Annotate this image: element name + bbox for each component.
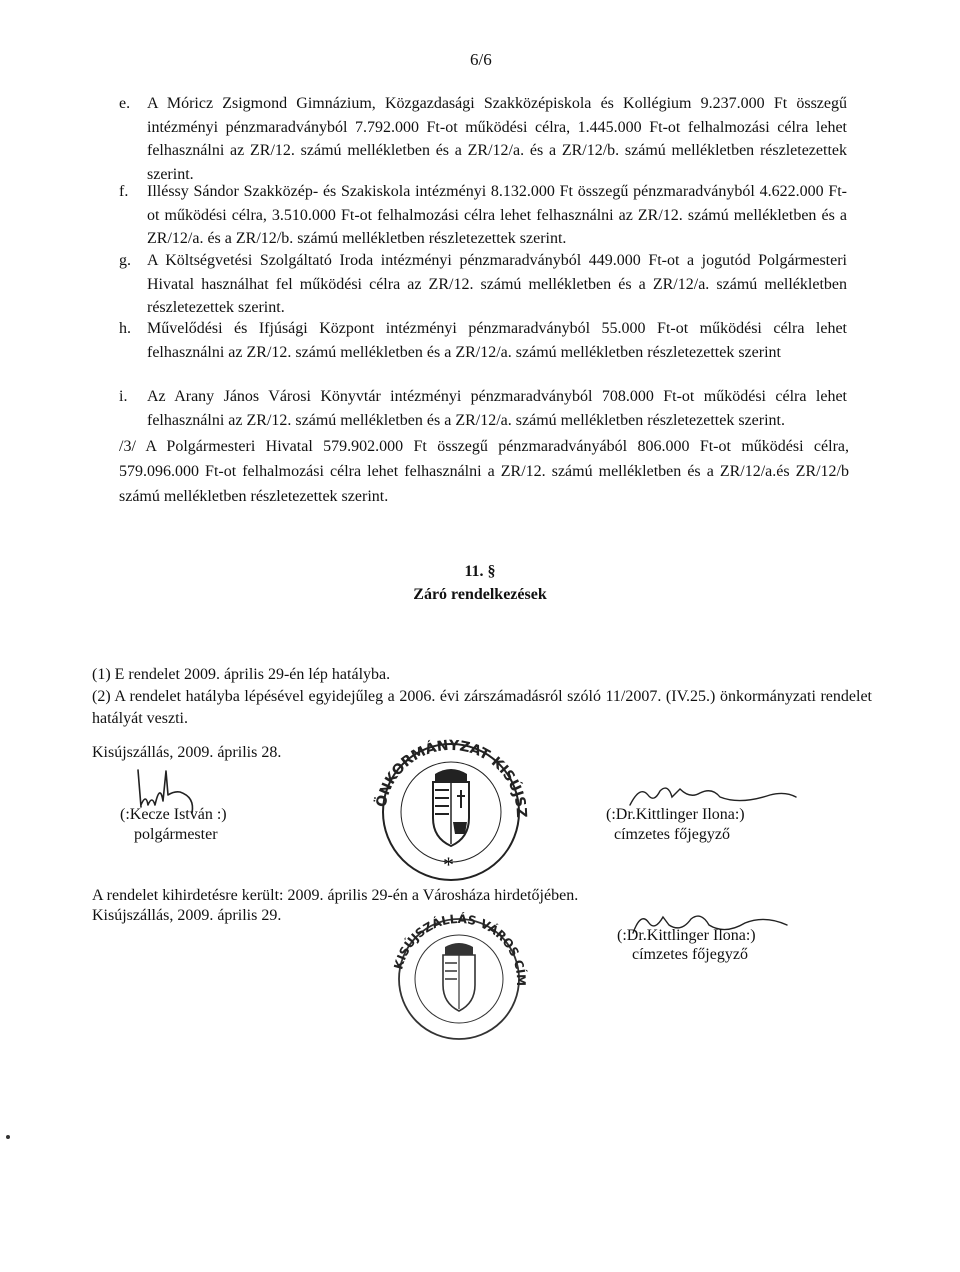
list-text: Művelődési és Ifjúsági Központ intézményi pénzmaradványból 55.000 Ft-ot működési célra lehet felhasználni az ZR/12. számú mellékletben és a ZR/12/a. számú mellékletben részletezettek szerint	[147, 320, 847, 361]
section-title: Záró rendelkezések	[413, 586, 547, 603]
closing-clause-1: (1) E rendelet 2009. április 29-én lép hatályba.	[92, 666, 391, 683]
stamp-1-icon	[359, 726, 537, 868]
notary-title: címzetes főjegyző	[614, 826, 730, 843]
place-date-2: Kisújszállás, 2009. április 29.	[92, 907, 282, 924]
list-marker: e.	[119, 95, 131, 112]
section-number: 11. §	[464, 563, 496, 580]
star-icon: *	[443, 852, 454, 877]
place-date-1: Kisújszállás, 2009. április 28.	[92, 744, 282, 761]
list-marker: i.	[119, 388, 128, 405]
notary-name: (:Dr.Kittlinger Ilona:)	[606, 806, 745, 823]
list-text: A Költségvetési Szolgáltató Iroda intézményi pénzmaradványból 449.000 Ft-ot a jogutód Polgármesteri Hivatal használhat fel működési célra az ZR/12. számú mellékletben és a ZR/12/a. számú mellékletben részletezettek szerint.	[147, 252, 847, 316]
mayor-signature-icon	[110, 765, 290, 835]
mayor-title: polgármester	[134, 826, 218, 843]
notary-name-2: (:Dr.Kittlinger Ilona:)	[617, 927, 756, 944]
stamp-1-text: ÖNKORMÁNYZAT KISÚJSZÁLLÁS	[359, 726, 530, 819]
list-text: A Móricz Zsigmond Gimnázium, Közgazdasági Szakközépiskola és Kollégium 9.237.000 Ft összegű intézményi pénzmaradványból 7.792.000 Ft-ot működési célra, 1.445.000 Ft-ot felhalmozási célra lehet felhasználni az ZR/12. számú mellékletben és a ZR/12/a. és a ZR/12/b. számú mellékletben részletezettek szerint.	[147, 95, 847, 183]
notary-title-2: címzetes főjegyző	[632, 946, 748, 963]
mayor-name: (:Kecze István :)	[120, 806, 227, 823]
closing-clause-2: (2) A rendelet hatályba lépésével egyidejűleg a 2006. évi zárszámadásról szóló 11/2007. (IV.25.) önkormányzati rendelet hatályát veszti.	[92, 688, 872, 727]
paragraph-3: /3/ A Polgármesteri Hivatal 579.902.000 Ft összegű pénzmaradványából 806.000 Ft-ot működési célra, 579.096.000 Ft-ot felhalmozási célra lehet felhasználni a ZR/12. számú mellékletben és a ZR/12/a.és ZR/12/b számú mellékletben részletezettek szerint.	[119, 438, 849, 505]
scan-mark-icon	[6, 1135, 10, 1139]
announcement: A rendelet kihirdetésre került: 2009. április 29-én a Városháza hirdetőjében.	[92, 887, 579, 904]
page-number: 6/6	[470, 50, 492, 69]
list-text: Az Arany János Városi Könyvtár intézményi pénzmaradványból 708.000 Ft-ot működési célra lehet felhasználni az ZR/12. számú mellékletben és a ZR/12/a. számú mellékletben részletezettek szerint.	[147, 388, 847, 429]
list-marker: h.	[119, 320, 131, 337]
stamp-2-icon	[380, 904, 535, 1040]
stamp-2-text: KISÚJSZÁLLÁS VÁROS CÍMERE	[380, 904, 529, 987]
list-marker: g.	[119, 252, 131, 269]
list-marker: f.	[119, 183, 129, 200]
list-text: Illéssy Sándor Szakközép- és Szakiskola intézményi 8.132.000 Ft összegű pénzmaradványból 4.622.000 Ft-ot működési célra, 3.510.000 Ft-ot felhalmozási célra lehet felhasználni az ZR/12. számú mellékletben és a ZR/12/a. és a ZR/12/b. számú mellékletben részletezettek szerint.	[147, 183, 847, 247]
